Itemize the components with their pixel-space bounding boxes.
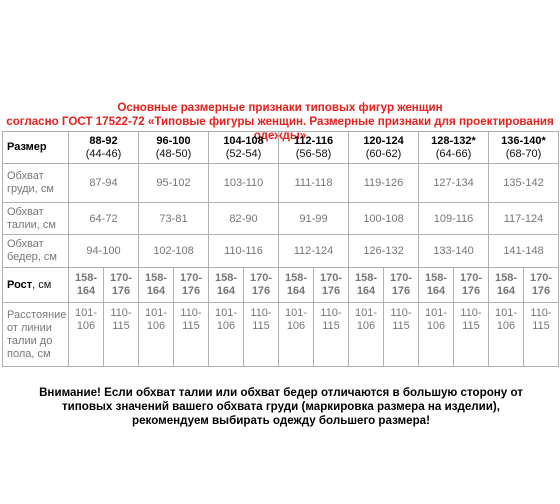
height-value: 158-164 [69, 268, 104, 303]
height-unit: , см [32, 278, 52, 291]
measure-row [3, 235, 559, 268]
distance-value: 110-115 [384, 303, 419, 367]
distance-value: 101-106 [279, 303, 314, 367]
distance-value: 110-115 [174, 303, 209, 367]
size-label [3, 132, 69, 164]
size-ru-range: (44-46) [85, 147, 122, 160]
height-value: 170-176 [244, 268, 279, 303]
height-value: 170-176 [314, 268, 349, 303]
size-header-cell [209, 132, 279, 164]
table-title-line2: согласно ГОСТ 17522-72 «Типовые фигуры женщин. Размерные признаки для проектирования одежды» [6, 115, 554, 142]
distance-value: 101-106 [349, 303, 384, 367]
size-ru-range: (68-70) [505, 147, 542, 160]
distance-value: 101-106 [69, 303, 104, 367]
size-range: 120-124 [363, 134, 404, 147]
measure-value: 91-99 [279, 203, 349, 235]
measure-value: 110-116 [209, 235, 279, 268]
distance-value: 110-115 [524, 303, 559, 367]
height-value: 158-164 [139, 268, 174, 303]
height-value: 158-164 [209, 268, 244, 303]
distance-label: Расстояние от линии талии до пола, см [3, 303, 69, 367]
size-header-cell [69, 132, 139, 164]
size-header-row [3, 132, 559, 164]
measure-value: 102-108 [139, 235, 209, 268]
measure-row [3, 203, 559, 235]
measure-value: 103-110 [209, 164, 279, 203]
measure-value: 117-124 [489, 203, 559, 235]
size-ru-range: (52-54) [225, 147, 262, 160]
measure-value: 100-108 [349, 203, 419, 235]
height-value: 158-164 [419, 268, 454, 303]
measure-value: 133-140 [419, 235, 489, 268]
measure-value: 111-118 [279, 164, 349, 203]
size-range: 96-100 [156, 134, 191, 147]
distance-value: 101-106 [419, 303, 454, 367]
size-ru-range: (64-66) [435, 147, 472, 160]
height-value: 170-176 [524, 268, 559, 303]
height-label [3, 268, 69, 303]
size-header-cell [419, 132, 489, 164]
distance-value: 101-106 [209, 303, 244, 367]
height-value: 170-176 [384, 268, 419, 303]
measure-value: 95-102 [139, 164, 209, 203]
size-header-cell [349, 132, 419, 164]
measure-value: 73-81 [139, 203, 209, 235]
measure-value: 87-94 [69, 164, 139, 203]
measure-value: 135-142 [489, 164, 559, 203]
height-value: 170-176 [104, 268, 139, 303]
measure-value: 119-126 [349, 164, 419, 203]
height-value: 170-176 [454, 268, 489, 303]
height-value: 158-164 [349, 268, 384, 303]
height-row [3, 268, 559, 303]
measure-value: 141-148 [489, 235, 559, 268]
measure-value: 109-116 [419, 203, 489, 235]
size-ru-range: (56-58) [295, 147, 332, 160]
distance-value: 110-115 [104, 303, 139, 367]
distance-value: 110-115 [454, 303, 489, 367]
height-value: 158-164 [279, 268, 314, 303]
distance-value: 101-106 [139, 303, 174, 367]
distance-row [3, 303, 559, 367]
size-range: 128-132* [431, 134, 476, 147]
distance-value: 101-106 [489, 303, 524, 367]
table-title-line1: Основные размерные признаки типовых фигур женщин [117, 101, 443, 114]
measure-label: Обхват талии, см [3, 203, 69, 235]
size-header-cell [139, 132, 209, 164]
size-header-cell [489, 132, 559, 164]
measure-label: Обхват груди, см [3, 164, 69, 203]
measure-value: 112-124 [279, 235, 349, 268]
warning-note: Внимание! Если обхват талии или обхват бедер отличаются в большую сторону от типовых значений вашего обхвата груди (маркировка размера на изделии), рекомендуем выбирать одежду большего размера! [39, 386, 523, 427]
measure-value: 126-132 [349, 235, 419, 268]
distance-value: 110-115 [244, 303, 279, 367]
height-value: 158-164 [489, 268, 524, 303]
measure-row [3, 164, 559, 203]
height-value: 170-176 [174, 268, 209, 303]
size-chart-table [2, 131, 559, 367]
size-range: 112-116 [293, 134, 334, 147]
measure-label: Обхват бедер, см [3, 235, 69, 268]
measure-value: 82-90 [209, 203, 279, 235]
height-label-text: Рост [7, 278, 33, 291]
size-range: 104-108 [223, 134, 264, 147]
size-ru-range: (60-62) [365, 147, 402, 160]
size-range: 88-92 [89, 134, 118, 147]
measure-value: 127-134 [419, 164, 489, 203]
measure-value: 64-72 [69, 203, 139, 235]
size-ru-range: (48-50) [155, 147, 192, 160]
size-label-text: Размер [7, 141, 47, 153]
distance-value: 110-115 [314, 303, 349, 367]
size-header-cell [279, 132, 349, 164]
measure-value: 94-100 [69, 235, 139, 268]
size-range: 136-140* [501, 134, 546, 147]
